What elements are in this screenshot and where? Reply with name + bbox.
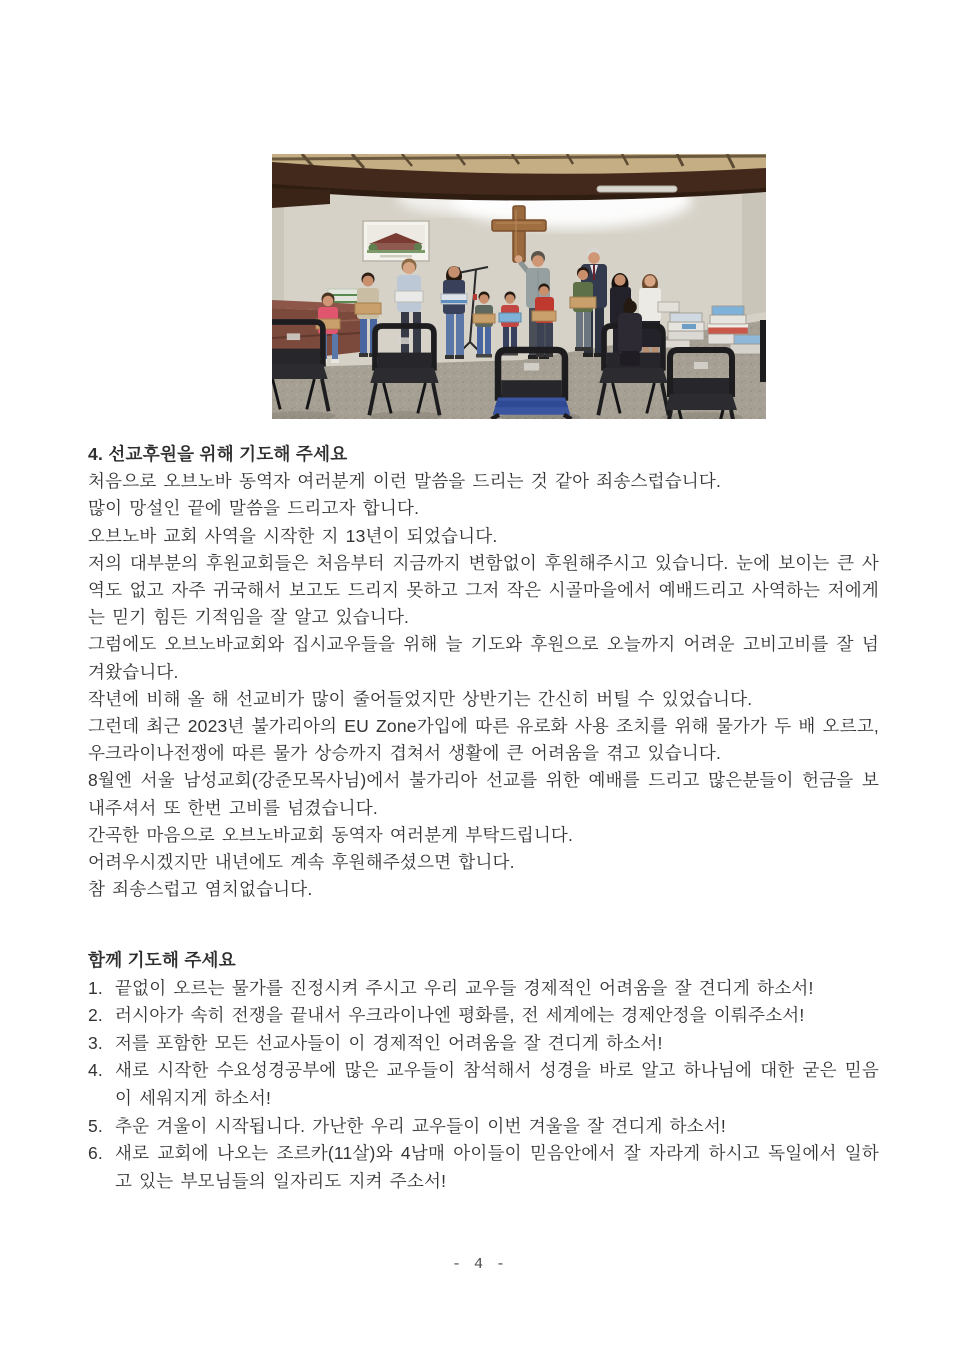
prayer-item-number: 6. bbox=[88, 1143, 103, 1164]
prayer-item-text: 새로 시작한 수요성경공부에 많은 교우들이 참석해서 성경을 바로 알고 하나님에 대한 굳은 믿음이 세워지게 하소서! bbox=[115, 1060, 879, 1109]
prayer-item-number: 2. bbox=[88, 1005, 103, 1026]
prayer-item-number: 5. bbox=[88, 1115, 103, 1136]
picture-frame bbox=[363, 221, 429, 261]
paragraph: 처음으로 오브노바 동역자 여러분게 이런 말씀을 드리는 것 같아 죄송스럽습니다. bbox=[88, 471, 722, 492]
prayer-item-number: 4. bbox=[88, 1060, 103, 1081]
fluorescent-light bbox=[597, 186, 677, 192]
prayer-item bbox=[88, 1140, 879, 1195]
paragraph: 어려우시겠지만 내년에도 계속 후원해주셨으면 합니다. bbox=[88, 852, 515, 873]
folding-chair-partial bbox=[760, 320, 766, 382]
prayer-item bbox=[88, 1002, 879, 1030]
wall-corner-shade bbox=[742, 174, 766, 324]
prayer-item-number: 3. bbox=[88, 1032, 103, 1053]
paragraph: 오브노바 교회 사역을 시작한 지 13년이 되었습니다. bbox=[88, 525, 498, 546]
paragraph: 저의 대부분의 후원교회들은 처음부터 지금까지 변함없이 후원해주시고 있습니다. 눈에 보이는 큰 사역도 없고 자주 귀국해서 보고도 드리지 못하고 그저 작은 시골마을에서 예배드리고 사역하는 저에게는 믿기 힘든 기적임을 잘 알고 있습니다. bbox=[88, 552, 879, 628]
church-group-photo bbox=[272, 154, 766, 419]
church-photo-scene bbox=[272, 154, 766, 419]
paragraph: 8월엔 서울 남성교회(강준모목사님)에서 불가리아 선교를 위한 예배를 드리고 많은분들이 헌금을 보내주셔서 또 한번 고비를 넘겼습니다. bbox=[88, 770, 879, 818]
prayer-item bbox=[88, 1113, 879, 1141]
prayer-item-text: 끝없이 오르는 물가를 진정시켜 주시고 우리 교우들 경제적인 어려움을 잘 견디게 하소서! bbox=[115, 977, 814, 998]
prayer-list bbox=[88, 975, 879, 1196]
prayer-item-text: 추운 겨울이 시작됩니다. 가난한 우리 교우들이 이번 겨울을 잘 견디게 하소서! bbox=[115, 1115, 726, 1136]
paragraph: 간곡한 마음으로 오브노바교회 동역자 여러분게 부탁드립니다. bbox=[88, 824, 574, 845]
paragraph: 참 죄송스럽고 염치없습니다. bbox=[88, 879, 313, 900]
prayer-item bbox=[88, 1057, 879, 1112]
prayer-item-text: 저를 포함한 모든 선교사들이 이 경제적인 어려움을 잘 견디게 하소서! bbox=[115, 1032, 663, 1053]
prayer-section-heading: 함께 기도해 주세요 bbox=[88, 950, 236, 971]
paragraph: 많이 망설인 끝에 말씀을 드리고자 합니다. bbox=[88, 498, 420, 519]
page-content bbox=[88, 441, 879, 1195]
prayer-item-number: 1. bbox=[88, 977, 103, 998]
paragraph: 그럼에도 오브노바교회와 집시교우들을 위해 늘 기도와 후원으로 오늘까지 어려운 고비고비를 잘 넘겨왔습니다. bbox=[88, 634, 879, 682]
prayer-item bbox=[88, 975, 879, 1003]
prayer-item bbox=[88, 1030, 879, 1058]
prayer-item-text: 러시아가 속히 전쟁을 끝내서 우크라이나엔 평화를, 전 세계에는 경제안정을 이뤄주소서! bbox=[115, 1005, 805, 1026]
paragraph: 작년에 비해 올 해 선교비가 많이 줄어들었지만 상반기는 간신히 버틸 수 있었습니다. bbox=[88, 688, 753, 709]
prayer-item-text: 새로 교회에 나오는 조르카(11살)와 4남매 아이들이 믿음안에서 잘 자라게 하시고 독일에서 일하고 있는 부모님들의 일자리도 지켜 주소서! bbox=[115, 1143, 879, 1191]
paragraph: 그런데 최근 2023년 불가리아의 EU Zone가입에 따른 유로화 사용 조치를 위해 물가가 두 배 오르고, 우크라이나전쟁에 따른 물가 상승까지 겹쳐서 생활에 큰 어려움을 겪고 있습니다. bbox=[88, 716, 879, 764]
support-section-heading: 4. 선교후원을 위해 기도해 주세요 bbox=[88, 444, 348, 464]
page-number: - 4 - bbox=[451, 1256, 507, 1273]
